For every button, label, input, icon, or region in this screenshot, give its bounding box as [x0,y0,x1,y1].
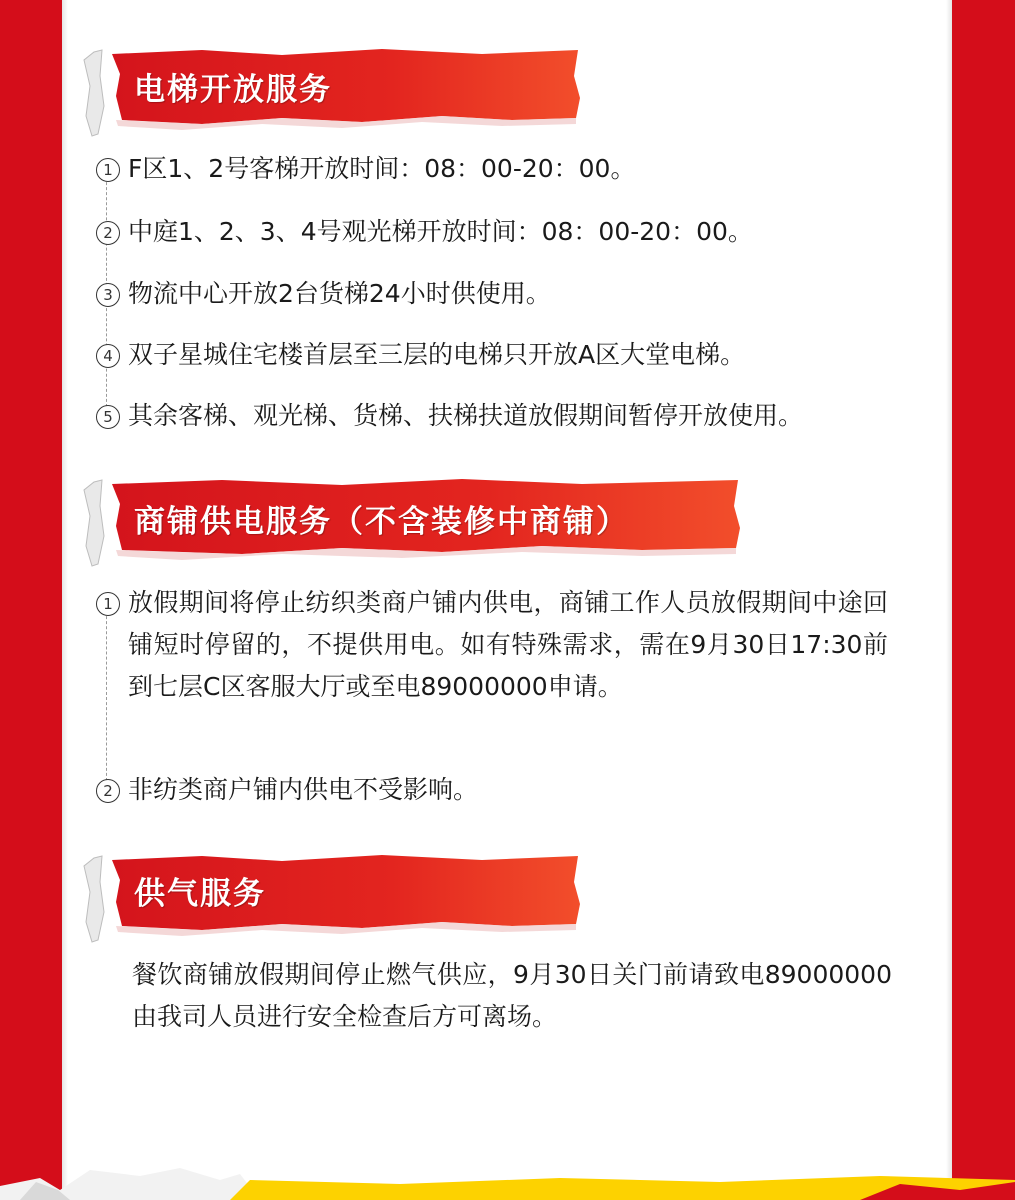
list-item-text: 中庭1、2、3、4号观光梯开放时间：08：00-20：00。 [128,217,753,246]
number-badge: 3 [96,283,120,307]
list-item-text: 放假期间将停止纺织类商户铺内供电，商铺工作人员放假期间中途回铺短时停留的，不提供用电。如有特殊需求，需在9月30日17:30前到七层C区客服大厅或至电89000000申请。 [128,588,888,701]
list-item-text: F区1、2号客梯开放时间：08：00-20：00。 [128,154,636,183]
number-badge: 1 [96,158,120,182]
list-connector-line [106,606,107,786]
gas-paragraph: 餐饮商铺放假期间停止燃气供应，9月30日关门前请致电89000000由我司人员进行安全检查后方可离场。 [132,960,892,1031]
bottom-decoration [0,1160,1015,1200]
paper-shadow-right [946,0,952,1200]
number-badge: 5 [96,405,120,429]
number-badge: 4 [96,344,120,368]
section-banner-elevator [82,46,582,136]
section-banner-power [82,476,742,566]
list-item-text: 其余客梯、观光梯、货梯、扶梯扶道放假期间暂停开放使用。 [128,401,804,430]
section-banner-gas [82,852,582,942]
section-title: 供气服务 [134,876,266,912]
number-badge: 2 [96,779,120,803]
paper-shadow-left [62,0,68,1200]
power-list [96,582,896,812]
number-badge: 1 [96,592,120,616]
list-item-text: 非纺类商户铺内供电不受影响。 [128,775,479,804]
elevator-list [96,148,896,438]
section-title: 电梯开放服务 [134,72,332,108]
number-badge: 2 [96,221,120,245]
list-item-text: 双子星城住宅楼首层至三层的电梯只开放A区大堂电梯。 [128,340,746,369]
section-title: 商铺供电服务（不含装修中商铺） [134,504,629,540]
list-item-text: 物流中心开放2台货梯24小时供使用。 [128,279,551,308]
